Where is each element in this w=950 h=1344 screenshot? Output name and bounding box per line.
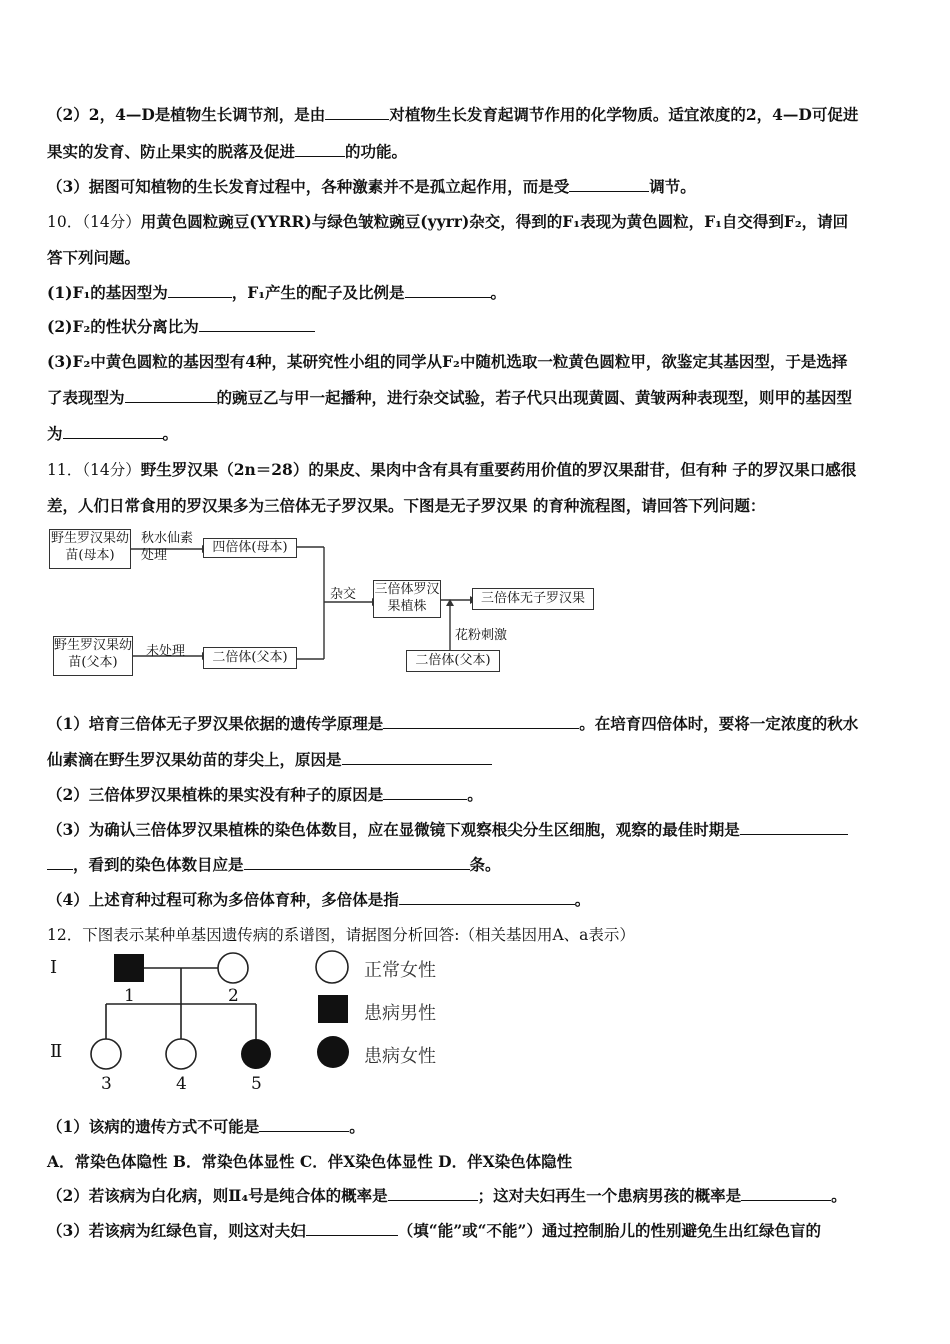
q10-part-3c: 为 。 bbox=[47, 424, 179, 443]
label-4: 4 bbox=[176, 1074, 187, 1094]
q10-stem: 10．（14分）用黄色圆粒豌豆(YYRR)与绿色皱粒豌豆(yyrr)杂交，得到的F₁表现为黄色圆粒，F₁自交得到F₂，请回 bbox=[47, 212, 849, 231]
q12-part-3: （3）若该病为红绿色盲，则这对夫妇 （填“能”或“不能”）通过控制胎儿的性别避免生出红绿色盲的 bbox=[47, 1221, 821, 1240]
label-1: 1 bbox=[124, 986, 135, 1006]
blank[interactable] bbox=[306, 1221, 398, 1236]
flow-diploid-1: 二倍体(父本) bbox=[203, 647, 297, 669]
flow-diploid-2: 二倍体(父本) bbox=[406, 650, 500, 672]
flow-wild-mother: 野生罗汉果幼苗(母本) bbox=[49, 529, 131, 569]
q10-stem-2: 答下列问题。 bbox=[47, 248, 141, 267]
flow-cross: 杂交 bbox=[330, 587, 357, 602]
q11-part-4: （4）上述育种过程可称为多倍体育种，多倍体是指 。 bbox=[47, 890, 591, 909]
q11-part-2: （2）三倍体罗汉果植株的果实没有种子的原因是 。 bbox=[47, 785, 483, 804]
legend-normal-female-symbol bbox=[316, 951, 348, 983]
flow-pollen: 花粉刺激 bbox=[455, 628, 508, 643]
blank[interactable] bbox=[741, 1186, 831, 1201]
blank[interactable] bbox=[259, 1117, 349, 1132]
flow-tetraploid: 四倍体(母本) bbox=[203, 538, 297, 558]
individual-4 bbox=[166, 1039, 196, 1069]
legend-sick-male: 患病男性 bbox=[364, 1003, 436, 1024]
q10-part-3: (3)F₂中黄色圆粒的基因型有4种，某研究性小组的同学从F₂中随机选取一粒黄色圆粒甲，欲鉴定其基因型，于是选择 bbox=[47, 352, 848, 371]
blank[interactable] bbox=[388, 1186, 478, 1201]
individual-2 bbox=[218, 953, 248, 983]
q11-stem: 11．（14分）野生罗汉果（2n＝28）的果皮、果肉中含有具有重要药用价值的罗汉果甜苷，但有种 子的罗汉果口感很 bbox=[47, 460, 857, 479]
q10-part-1: (1)F₁的基因型为 ，F₁产生的配子及比例是 。 bbox=[47, 283, 507, 302]
q9-line-3: （3）据图可知植物的生长发育过程中，各种激素并不是孤立起作用，而是受 调节。 bbox=[47, 177, 696, 196]
flow-wild-father: 野生罗汉果幼苗(父本) bbox=[53, 636, 133, 676]
flow-seedless: 三倍体无子罗汉果 bbox=[472, 588, 594, 610]
label-2: 2 bbox=[228, 986, 239, 1006]
q11-part-3: （3）为确认三倍体罗汉果植株的染色体数目，应在显微镜下观察根尖分生区细胞，观察的最佳时期是 bbox=[47, 818, 848, 840]
label-3: 3 bbox=[101, 1074, 112, 1094]
q9-line-2: 果实的发育、防止果实的脱落及促进 的功能。 bbox=[47, 142, 408, 161]
generation-2-label: Ⅱ bbox=[50, 1041, 63, 1062]
q12-options: A．常染色体隐性 B．常染色体显性 C．伴X染色体显性 D．伴X染色体隐性 bbox=[47, 1152, 573, 1171]
q11-part-1: （1）培育三倍体无子罗汉果依据的遗传学原理是 。在培育四倍体时，要将一定浓度的秋水 bbox=[47, 714, 859, 733]
q12-part-1: （1）该病的遗传方式不可能是 。 bbox=[47, 1117, 365, 1136]
legend-sick-female: 患病女性 bbox=[364, 1046, 436, 1067]
q9-line-1: （2）2，4—D是植物生长调节剂，是由 对植物生长发育起调节作用的化学物质。适宜浓度的2，4—D可促进 bbox=[47, 105, 859, 124]
individual-1 bbox=[114, 954, 144, 982]
q12-stem: 12．下图表示某种单基因遗传病的系谱图，请据图分析回答:（相关基因用A、a表示） bbox=[47, 926, 635, 944]
q11-part-3b: ，看到的染色体数目应是 条。 bbox=[47, 853, 501, 875]
individual-5 bbox=[241, 1039, 271, 1069]
generation-1-label: Ⅰ bbox=[50, 957, 58, 978]
flow-colchicine: 秋水仙素处理 bbox=[141, 531, 194, 563]
legend-normal-female: 正常女性 bbox=[364, 960, 436, 981]
legend-sick-female-symbol bbox=[317, 1036, 349, 1068]
q10-part-2: (2)F₂的性状分离比为 bbox=[47, 315, 315, 337]
flow-triploid: 三倍体罗汉果植株 bbox=[373, 580, 441, 618]
q12-part-2: （2）若该病为白化病，则Ⅱ₄号是纯合体的概率是 ；这对夫妇再生一个患病男孩的概率是 。 bbox=[47, 1186, 847, 1205]
flow-untreated: 未处理 bbox=[146, 644, 186, 659]
q11-stem-2: 差，人们日常食用的罗汉果多为三倍体无子罗汉果。下图是无子罗汉果 的育种流程图，请回答下列问题： bbox=[47, 496, 766, 515]
legend-sick-male-symbol bbox=[318, 995, 348, 1023]
q11-part-1b: 仙素滴在野生罗汉果幼苗的芽尖上，原因是 bbox=[47, 748, 492, 770]
label-5: 5 bbox=[251, 1074, 262, 1094]
individual-3 bbox=[91, 1039, 121, 1069]
q10-part-3b: 了表现型为 的豌豆乙与甲一起播种，进行杂交试验，若子代只出现黄圆、黄皱两种表现型，则甲的基因型 bbox=[47, 388, 853, 407]
